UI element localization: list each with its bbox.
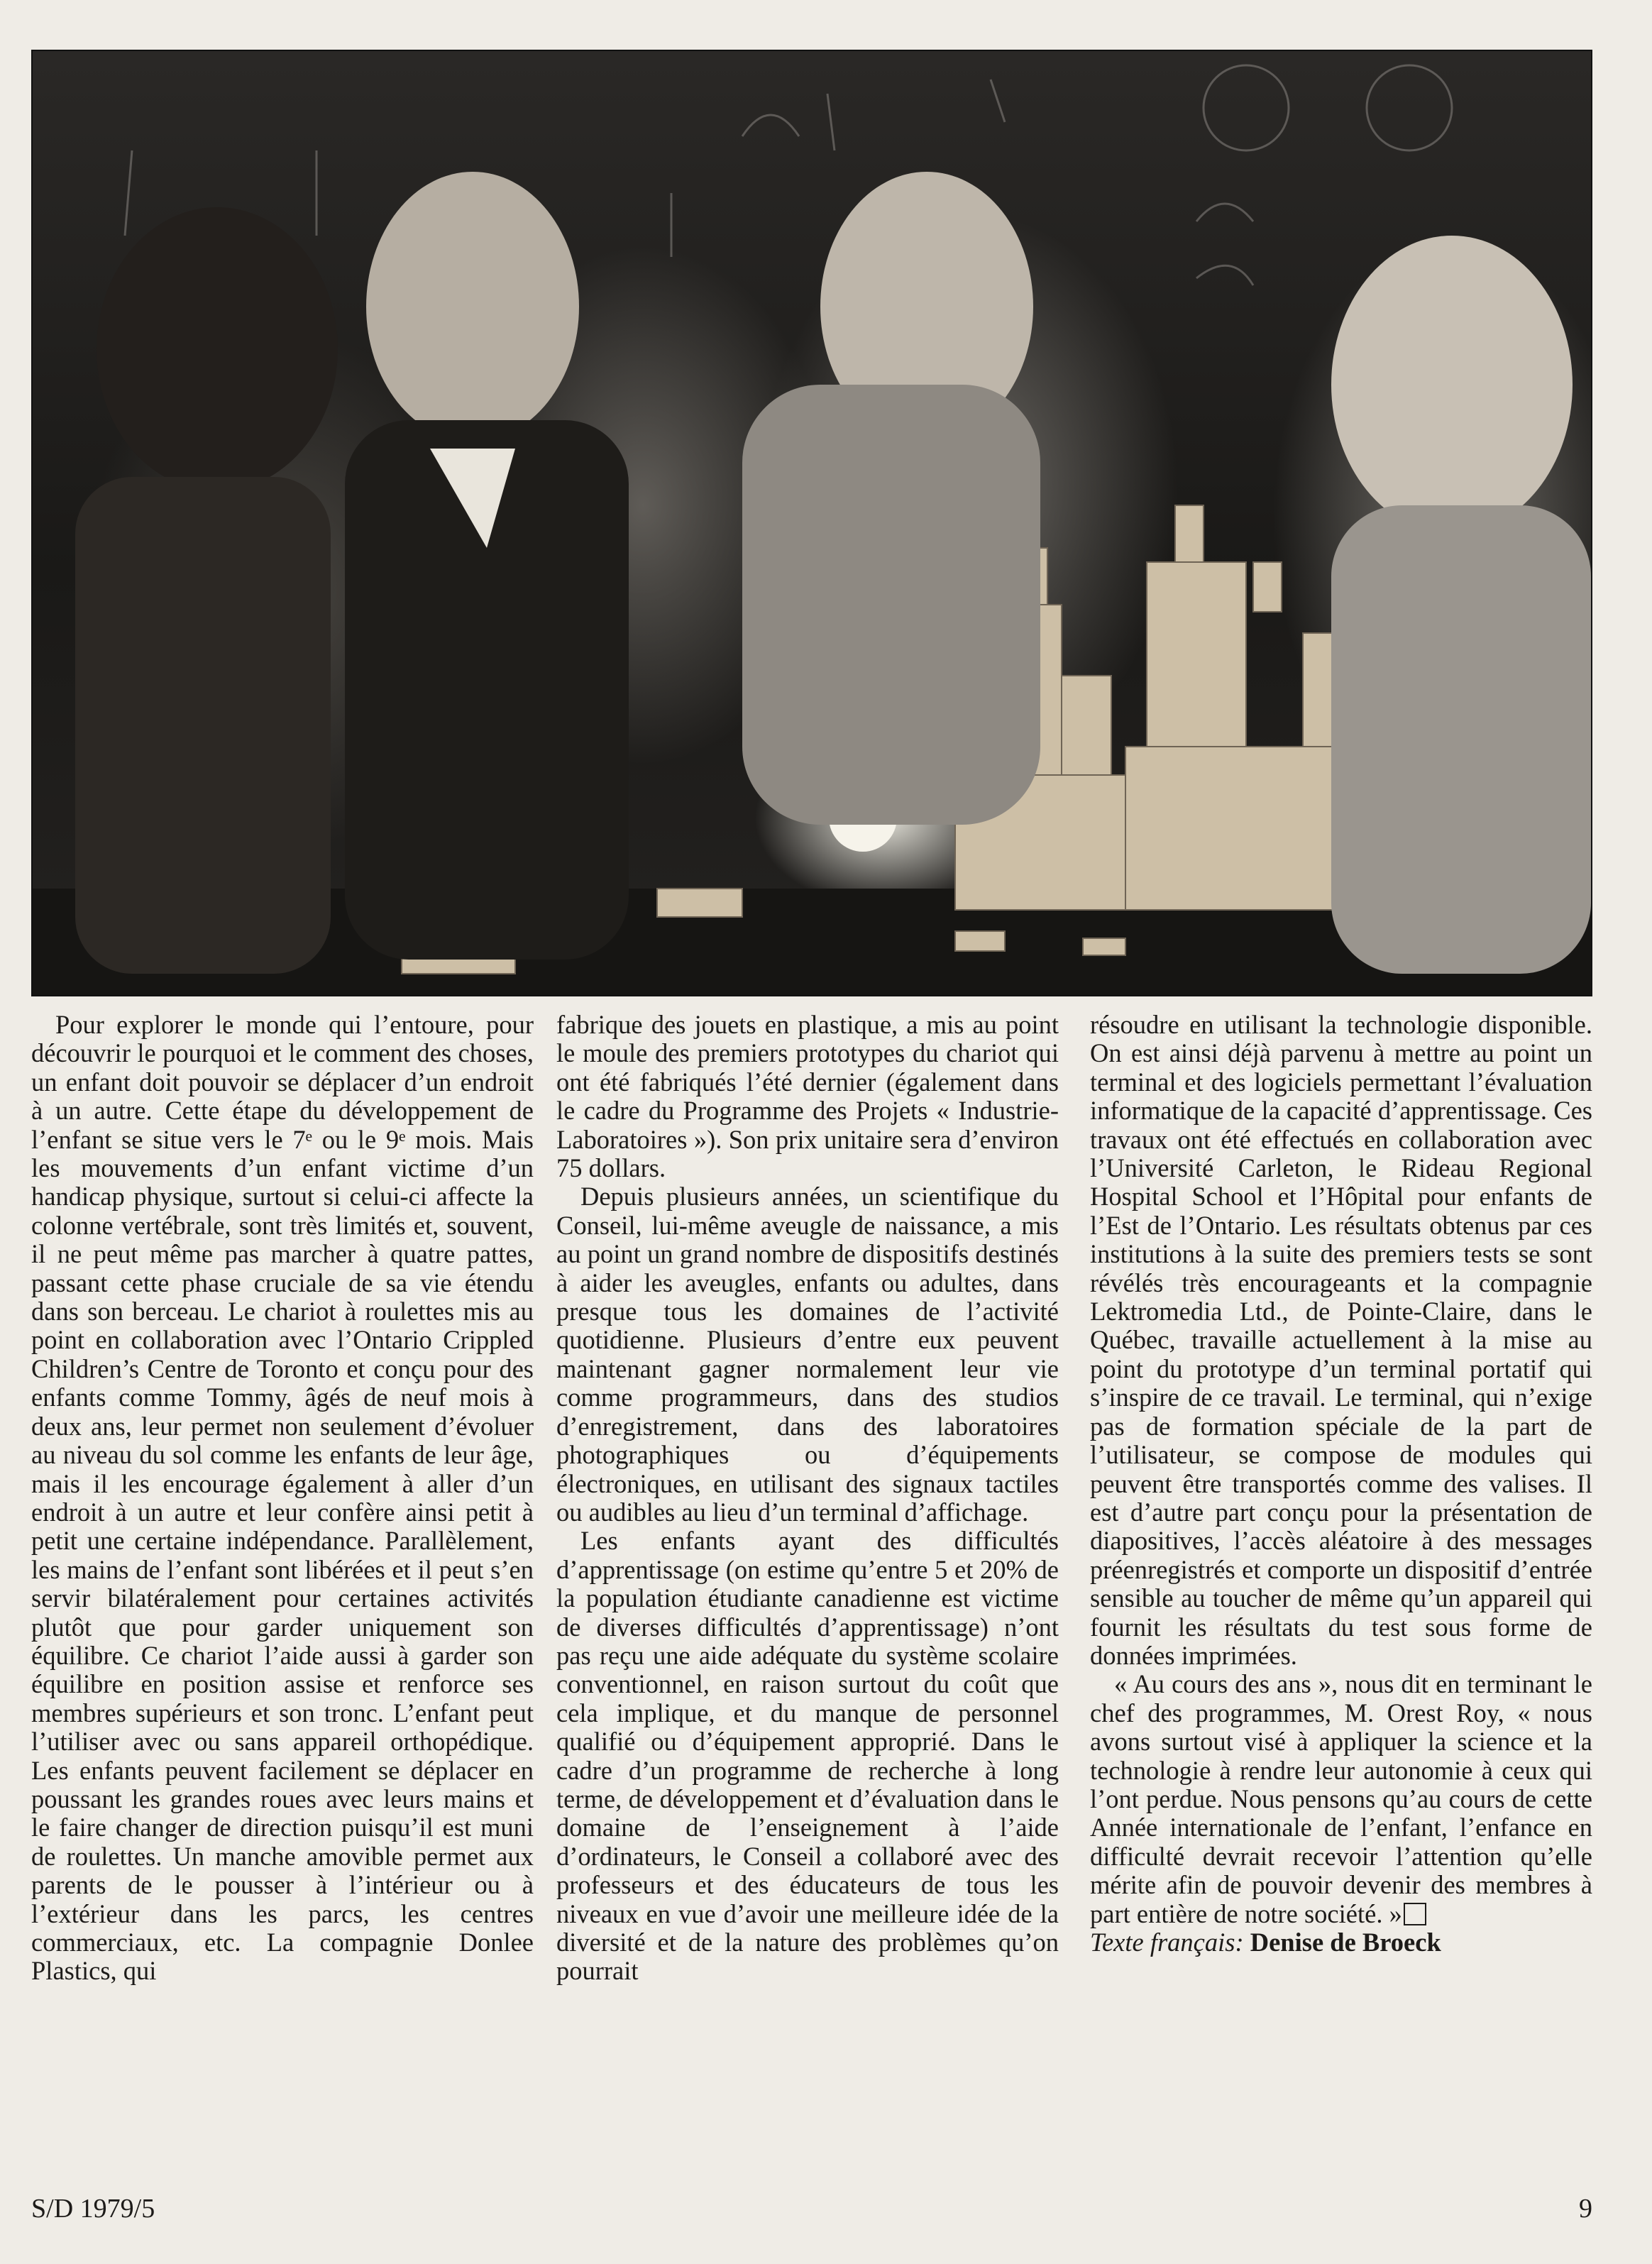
paragraph-closing (1090, 1670, 1592, 1928)
closing-quote-text: « Au cours des ans », nous dit en terminant le chef des programmes, M. Orest Roy, « nous avons surtout visé à appliquer la science et la technologie à rendre leur autonomie à ceux qui l’ont perdue. Nous pensons qu’au cours de cette Année internationale de l’enfant, l’enfance en difficulté devrait recevoir l’attention qu’elle mérite afin de pouvoir devenir des membres à part entière de notre société. » (1090, 1669, 1592, 1928)
end-of-article-icon (1404, 1903, 1426, 1925)
paragraph: Depuis plusieurs années, un scientifique du Conseil, lui-même aveugle de naissance, a mis au point un grand nombre de dispositifs destinés à aider les aveugles, enfants ou adultes, dans presque tous les domaines de l’activité quotidienne. Plusieurs d’entre eux peuvent maintenant gagner normalement leur vie comme programmeurs, dans des studios d’enregistrement, dans des laboratoires photographiques ou d’équipements électroniques, en utilisant des signaux tactiles ou audibles au lieu d’un terminal d’affichage. (556, 1182, 1059, 1527)
article-column-3 (1090, 1011, 1592, 1957)
article-photo (31, 50, 1592, 996)
credit-name: Denise de Broeck (1250, 1928, 1441, 1957)
paragraph: Les enfants ayant des difficultés d’apprentissage (on estime qu’entre 5 et 20% de la population étudiante canadienne est victime de diverses difficultés d’apprentissage) n’ont pas reçu une aide adéquate du système scolaire conventionnel, en raison surtout du coût que cela implique, et du manque de personnel qualifié ou d’équipement approprié. Dans le cadre d’un programme de recherche à long terme, de développement et d’évaluation dans le domaine de l’enseignement à l’aide d’ordinateurs, le Conseil a collaboré avec des professeurs et des éducateurs de tous les niveaux en vue d’avoir une meilleure idée de la diversité et de la nature des problèmes qu’on pourrait (556, 1526, 1059, 1986)
paragraph: Pour explorer le monde qui l’entoure, pour découvrir le pourquoi et le comment des choses, un enfant doit pouvoir se déplacer d’un endroit à un autre. Cette étape du développement de l’enfant se situe vers le 7ᵉ ou le 9ᵉ mois. Mais les mouvements d’un enfant victime d’un handicap physique, surtout si celui-ci affecte la colonne vertébrale, sont très limités et, souvent, il ne peut même pas marcher à quatre pattes, passant cette phase cruciale de sa vie étendu dans son berceau. Le chariot à roulettes mis au point en collaboration avec l’Ontario Crippled Children’s Centre de Toronto et conçu pour des enfants comme Tommy, âgés de neuf mois à deux ans, leur permet non seulement d’évoluer au niveau du sol comme les enfants de leur âge, mais il les encourage également à aller d’un endroit à un autre et leur confère ainsi petit à petit une certaine indépendance. Parallèlement, les mains de l’enfant sont libérées et il peut s’en servir bilatéralement pour certaines activités plutôt que pour garder uniquement son équilibre. Ce chariot l’aide aussi à garder son équilibre en position assise et renforce ses membres supérieurs et son tronc. L’enfant peut l’utiliser avec ou sans appareil orthopédique. Les enfants peuvent facilement se déplacer en poussant les grandes roues avec leurs mains et le faire changer de direction puisqu’il est muni de roulettes. Un manche amovible permet aux parents de le pousser à l’intérieur ou à l’extérieur dans les parcs, les centres commerciaux, etc. La compagnie Donlee Plastics, qui (31, 1010, 534, 1986)
chalkboard-marks (125, 65, 1452, 285)
paragraph: fabrique des jouets en plastique, a mis au point le moule des premiers prototypes du chariot qui ont été fabriqués l’été dernier (également dans le cadre du Programme des Projets « Industrie-Laboratoires »). Son prix unitaire sera d’environ 75 dollars. (556, 1010, 1059, 1183)
photo-illustration (33, 51, 1591, 995)
credit-label: Texte français: (1090, 1928, 1244, 1957)
page-number: 9 (1579, 2194, 1592, 2224)
article-column-2 (556, 1011, 1059, 1986)
paragraph: résoudre en utilisant la technologie disponible. On est ainsi déjà parvenu à mettre au point un terminal et des logiciels permettant l’évaluation informatique de la capacité d’apprentissage. Ces travaux ont été effectués en collaboration avec l’Université Carleton, le Rideau Regional Hospital School et l’Hôpital pour enfants de l’Est de l’Ontario. Les résultats obtenus par ces institutions à la suite des premiers tests se sont révélés très encourageants et la compagnie Lektromedia Ltd., de Pointe-Claire, dans le Québec, travaille actuellement à la mise au point du prototype d’un terminal portatif qui s’inspire de ce travail. Le terminal, qui n’exige pas de formation spéciale de la part de l’utilisateur, se compose de modules qui peuvent être transportés comme des valises. Il est d’autre part conçu pour la présentation de diapositives, l’accès aléatoire à des messages préenregistrés et comporte un dispositif d’entrée sensible au toucher de même qu’un appareil qui fournit les résultats du test sous forme de données imprimées. (1090, 1010, 1592, 1670)
children-figures (75, 172, 1591, 974)
article-column-1 (31, 1011, 534, 1986)
issue-label: S/D 1979/5 (31, 2194, 155, 2224)
translation-credit (1090, 1928, 1592, 1957)
